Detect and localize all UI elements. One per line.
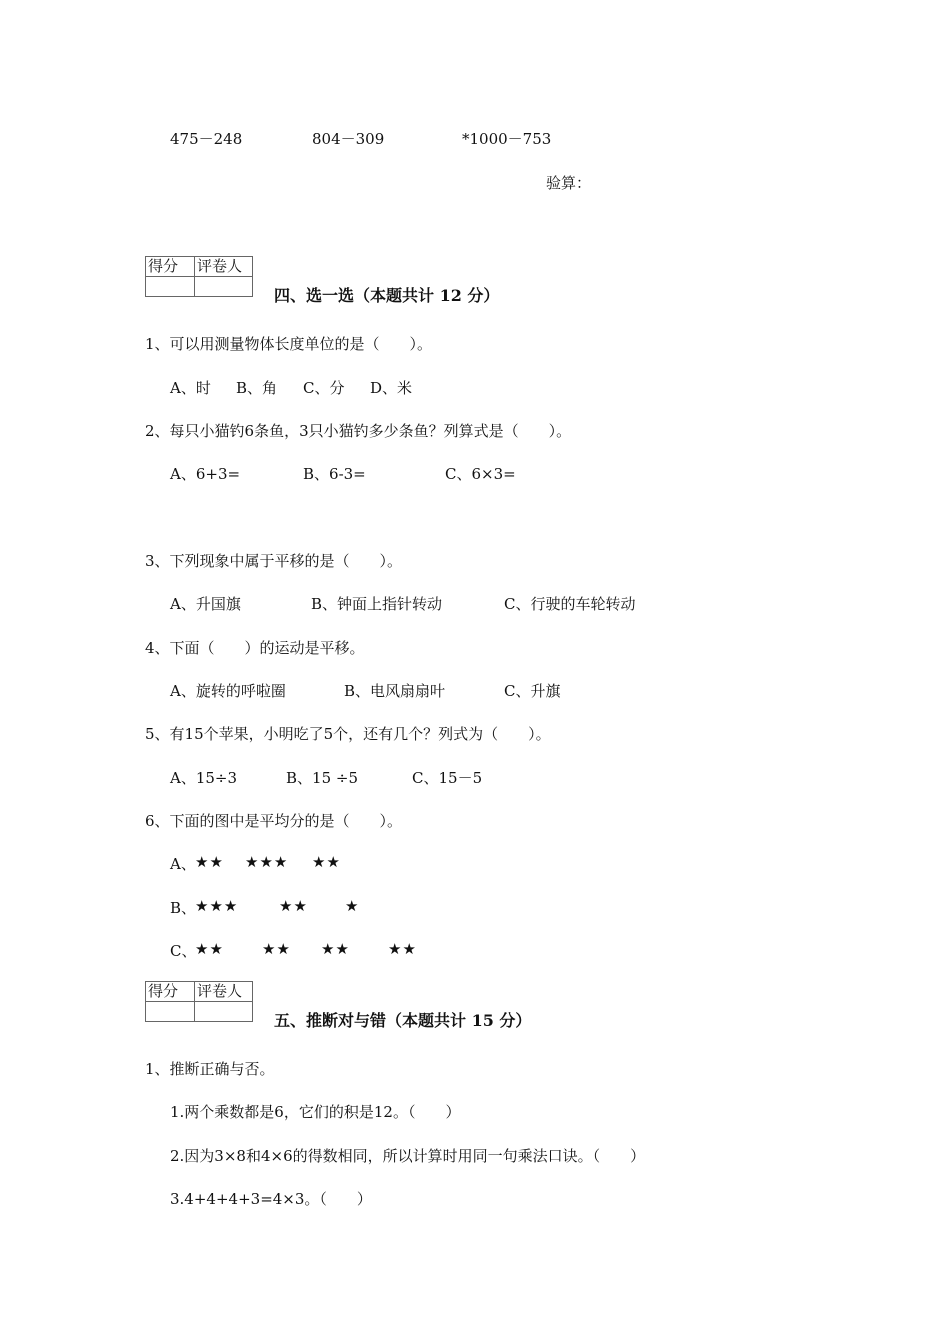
calc-item-2: 804－309 [312,130,385,148]
s4-q6-option-a-group-3: ★★ [312,853,341,871]
s5-q1-item-1: 1.两个乘数都是6，它们的积是12。（ ） [170,1103,461,1121]
s4-q3-option-b: B、钟面上指针转动 [311,595,443,613]
s4-q1-text: 1、可以用测量物体长度单位的是（ ）。 [145,335,433,353]
s4-q4-option-b: B、电风扇扇叶 [344,682,446,700]
s4-q6-option-c-label: C、 [170,942,197,960]
s4-q6-option-a-group-1: ★★ [195,853,224,871]
s5-q1-item-3: 3.4+4+4+3=4×3。（ ） [170,1190,372,1208]
s4-q5-option-a: A、15÷3 [170,769,238,787]
score-cell-2 [146,1002,195,1022]
section4-title: 四、选一选（本题共计 12 分） [274,286,500,305]
score-label-2: 得分 [146,982,195,1002]
s4-q5-option-c: C、15－5 [412,769,483,787]
score-box-2 [145,981,253,1022]
s4-q4-text: 4、下面（ ）的运动是平移。 [145,639,365,657]
s5-q1-item-2: 2.因为3×8和4×6的得数相同，所以计算时用同一句乘法口诀。（ ） [170,1147,646,1165]
s4-q3-text: 3、下列现象中属于平移的是（ ）。 [145,552,403,570]
s4-q6-text: 6、下面的图中是平均分的是（ ）。 [145,812,403,830]
s4-q6-option-b-group-2: ★★ [279,897,308,915]
grader-cell-2 [195,1002,253,1022]
s5-q1-text: 1、推断正确与否。 [145,1060,275,1078]
score-box [145,256,253,297]
s4-q5-option-b: B、15 ÷5 [286,769,358,787]
s4-q6-option-c-group-1: ★★ [195,940,224,958]
s4-q1-option-c: C、分 [303,379,345,397]
s4-q1-option-d: D、米 [370,379,413,397]
score-label: 得分 [146,257,195,277]
grader-label: 评卷人 [195,257,253,277]
calc-item-3: *1000－753 [462,130,552,148]
s4-q6-option-a-group-2: ★★★ [245,853,289,871]
section5-title: 五、推断对与错（本题共计 15 分） [274,1011,532,1030]
s4-q2-option-b: B、6-3= [303,465,366,483]
s4-q1-option-a: A、时 [170,379,211,397]
s4-q4-option-c: C、升旗 [504,682,561,700]
s4-q5-text: 5、有15个苹果，小明吃了5个，还有几个？列式为（ ）。 [145,725,551,743]
score-cell [146,277,195,297]
s4-q3-option-a: A、升国旗 [170,595,241,613]
s4-q6-option-b-group-1: ★★★ [195,897,239,915]
calc-item-1: 475－248 [170,130,243,148]
s4-q6-option-b-group-3: ★ [345,897,360,915]
s4-q6-option-c-group-2: ★★ [262,940,291,958]
s4-q6-option-a-label: A、 [170,855,196,873]
grader-cell [195,277,253,297]
s4-q6-option-c-group-3: ★★ [321,940,350,958]
s4-q2-option-c: C、6×3= [445,465,516,483]
s4-q3-option-c: C、行驶的车轮转动 [504,595,636,613]
s4-q6-option-c-group-4: ★★ [388,940,417,958]
grader-label-2: 评卷人 [195,982,253,1002]
s4-q6-option-b-label: B、 [170,899,197,917]
s4-q2-text: 2、每只小猫钓6条鱼，3只小猫钓多少条鱼？列算式是（ ）。 [145,422,572,440]
check-label: 验算： [546,174,592,192]
s4-q1-option-b: B、角 [236,379,278,397]
s4-q4-option-a: A、旋转的呼啦圈 [170,682,286,700]
s4-q2-option-a: A、6+3= [170,465,241,483]
